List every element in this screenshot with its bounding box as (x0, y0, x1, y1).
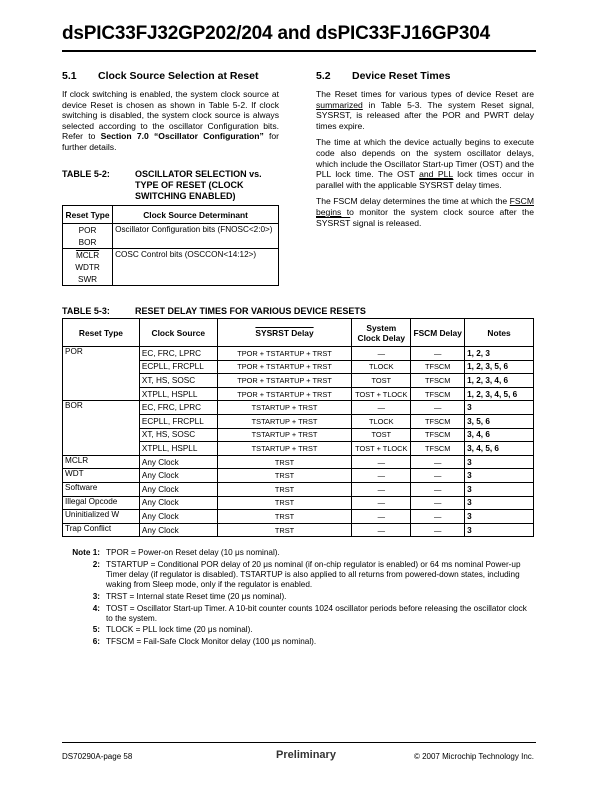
system-clock-delay-cell: — (352, 347, 411, 361)
notes-cell: 3, 4, 5, 6 (465, 442, 534, 456)
clock-determinant-cell: COSC Control bits (OSCCON<14:12>) (113, 249, 279, 286)
text-run: delay times. (453, 179, 502, 190)
system-clock-delay-cell: — (352, 510, 411, 524)
table-5-3 (62, 318, 534, 537)
note-number: 5: (92, 625, 100, 635)
clock-source-cell: Any Clock (139, 469, 217, 483)
signal-name: SYSRST (316, 217, 351, 228)
clock-source-cell: EC, FRC, LPRC (139, 347, 217, 361)
sysrst-delay-cell: TSTARTUP + TRST (217, 401, 352, 415)
reset-type: Trap Conflict (65, 523, 112, 533)
clock-source-cell: Any Clock (139, 496, 217, 510)
footer-copyright: © 2007 Microchip Technology Inc. (413, 752, 534, 761)
reset-type-cell (63, 401, 140, 455)
text-run: , is released after the POR and PWRT delay times expire. (316, 110, 534, 131)
column-header (217, 319, 352, 347)
clock-source-cell: XTPLL, HSPLL (139, 442, 217, 456)
section-number: 5.1 (62, 70, 77, 82)
fscm-delay-cell: — (411, 401, 465, 415)
reset-type: BOR (78, 237, 97, 247)
sysrst-delay-cell: TSTARTUP + TRST (217, 442, 352, 456)
sysrst-delay-cell: TSTARTUP + TRST (217, 428, 352, 442)
table-row (63, 249, 279, 262)
system-clock-delay-cell: TOST (352, 428, 411, 442)
sysrst-delay-cell: TPOR + TSTARTUP + TRST (217, 374, 352, 388)
note-number: 6: (92, 637, 100, 647)
table-5-2 (62, 205, 279, 286)
reset-type-cell (63, 273, 113, 286)
note-text: TPOR = Power-on Reset delay (10 μs nominal). (106, 548, 280, 557)
column-header: Clock Source (139, 319, 217, 347)
fscm-delay-cell: — (411, 482, 465, 496)
table-5-3-title: RESET DELAY TIMES FOR VARIOUS DEVICE RESETS (135, 306, 366, 316)
note-item (62, 637, 534, 647)
notes-cell: 3, 4, 6 (465, 428, 534, 442)
clock-source-cell: Any Clock (139, 510, 217, 524)
column-header: Notes (465, 319, 534, 347)
text-run: to monitor the system clock source after the (341, 206, 534, 217)
section-5-1-paragraph (62, 89, 279, 153)
reset-type: MCLR (75, 250, 100, 260)
note-text: TRST = Internal state Reset time (20 μs nominal). (106, 591, 287, 601)
section-5-2-paragraph-3 (316, 196, 534, 228)
fscm-delay-cell: — (411, 455, 465, 469)
signal-name: SYSRST (419, 179, 454, 190)
table-notes (62, 548, 534, 649)
fscm-delay-cell: TFSCM (411, 428, 465, 442)
table-row (63, 455, 534, 469)
reset-type-cell (63, 510, 140, 524)
note-number: 3: (92, 591, 100, 601)
reset-type-cell (63, 236, 113, 249)
table-header-row (63, 206, 279, 224)
text-run: If clock switching is enabled, the system clock source at device Reset is chosen as shown in Table 5-2. If clock switching is disabled, the system clock source is always selected according to the oscillator Configuration bits. Refer to (62, 89, 279, 142)
column-header: FSCM Delay (411, 319, 465, 347)
section-title: Clock Source Selection at Reset (98, 70, 259, 82)
notes-cell: 3, 5, 6 (465, 414, 534, 428)
notes-cell: 3 (465, 469, 534, 483)
reset-type-cell (63, 224, 113, 237)
text-run: for further details. (62, 131, 279, 152)
text-run: lock times occur in parallel with the applicable (316, 169, 535, 190)
note-text: TLOCK = PLL lock time (20 μs nominal). (106, 625, 253, 635)
note-item (62, 560, 534, 591)
clock-source-cell: Any Clock (139, 482, 217, 496)
fscm-delay-cell: TFSCM (411, 442, 465, 456)
notes-cell: 3 (465, 523, 534, 537)
note-label (62, 560, 106, 591)
reset-type-cell (63, 469, 140, 483)
header-text: SYSRST Delay (255, 327, 314, 338)
sysrst-delay-cell: TPOR + TSTARTUP + TRST (217, 360, 352, 374)
sysrst-delay-cell: TRST (217, 496, 352, 510)
note-item (62, 548, 534, 558)
reset-type-cell (63, 455, 140, 469)
system-clock-delay-cell: TOST + TLOCK (352, 387, 411, 401)
note-number: 4: (92, 603, 100, 613)
column-header: Reset Type (63, 319, 140, 347)
reset-type-cell (63, 261, 113, 273)
reset-type-cell (63, 249, 113, 262)
clock-source-cell: Any Clock (139, 455, 217, 469)
table-row (63, 496, 534, 510)
note-heading: Note (72, 548, 91, 557)
reset-type: Illegal Opcode (65, 496, 118, 506)
notes-cell: 1, 2, 3, 4, 5, 6 (465, 387, 534, 401)
clock-source-cell: ECPLL, FRCPLL (139, 414, 217, 428)
note-item (62, 604, 534, 624)
fscm-delay-cell: — (411, 496, 465, 510)
fscm-delay-cell: — (411, 523, 465, 537)
system-clock-delay-cell: — (352, 469, 411, 483)
notes-cell: 3 (465, 482, 534, 496)
reset-type: BOR (65, 401, 83, 411)
clock-source-cell: XT, HS, SOSC (139, 428, 217, 442)
reset-type: Software (65, 482, 98, 492)
notes-cell: 3 (465, 510, 534, 524)
page-title: dsPIC33FJ32GP202/204 and dsPIC33FJ16GP304 (62, 23, 490, 44)
reset-type: WDT (65, 469, 84, 479)
note-number: 1: (92, 548, 100, 557)
section-5-2-paragraph-1 (316, 89, 534, 131)
system-clock-delay-cell: TOST + TLOCK (352, 442, 411, 456)
fscm-delay-cell: TFSCM (411, 374, 465, 388)
clock-source-cell: XTPLL, HSPLL (139, 387, 217, 401)
footer-rule (62, 742, 536, 743)
clock-source-cell: ECPLL, FRCPLL (139, 360, 217, 374)
sysrst-delay-cell: TSTARTUP + TRST (217, 414, 352, 428)
text-run: The FSCM delay determines the time at which the (316, 196, 510, 207)
table-row (63, 347, 534, 361)
column-header: Clock Source Determinant (113, 206, 279, 224)
table-row (63, 482, 534, 496)
notes-cell: 3 (465, 401, 534, 415)
column-header: Reset Type (63, 206, 113, 224)
sysrst-delay-cell: TPOR + TSTARTUP + TRST (217, 347, 352, 361)
note-label (62, 592, 106, 602)
table-5-3-label: TABLE 5-3: (62, 306, 110, 316)
section-5-2-body (316, 89, 534, 228)
system-clock-delay-cell: TLOCK (352, 414, 411, 428)
table-row (63, 224, 279, 237)
system-clock-delay-cell: TLOCK (352, 360, 411, 374)
sysrst-delay-cell: TRST (217, 510, 352, 524)
text-run: in Table 5-3. The system Reset signal, (362, 99, 534, 110)
table-row (63, 523, 534, 537)
reset-type: POR (78, 225, 97, 235)
column-header: System Clock Delay (352, 319, 411, 347)
notes-cell: 1, 2, 3, 4, 6 (465, 374, 534, 388)
signal-name: SYSRST (316, 110, 350, 121)
reset-type: SWR (77, 274, 98, 284)
sysrst-delay-cell: TPOR + TSTARTUP + TRST (217, 387, 352, 401)
table-header-row (63, 319, 534, 347)
fscm-delay-cell: TFSCM (411, 387, 465, 401)
footer-status: Preliminary (276, 749, 336, 761)
system-clock-delay-cell: — (352, 482, 411, 496)
note-text: TOST = Oscillator Start-up Timer. A 10-bit counter counts 1024 oscillator periods before releasing the oscillator clock to the system. (106, 603, 527, 623)
clock-source-cell: Any Clock (139, 523, 217, 537)
system-clock-delay-cell: — (352, 401, 411, 415)
fscm-delay-cell: TFSCM (411, 360, 465, 374)
note-text: TSTARTUP = Conditional POR delay of 20 μs nominal (if on-chip regulator is enabled) or 64 ms nominal Power-up Timer delay (if regulator is disabled). TSTARTUP is also applied to all returns from powered-down states, including waking from Sleep mode, only if the regulator is enabled. (106, 559, 521, 590)
fscm-delay-cell: — (411, 469, 465, 483)
section-5-2-heading (316, 70, 450, 82)
reset-type: MCLR (65, 455, 89, 465)
sysrst-delay-cell: TRST (217, 469, 352, 483)
clock-source-cell: EC, FRC, LPRC (139, 401, 217, 415)
reset-type-cell (63, 496, 140, 510)
fscm-delay-cell: — (411, 347, 465, 361)
fscm-delay-cell: TFSCM (411, 414, 465, 428)
notes-cell: 1, 2, 3 (465, 347, 534, 361)
system-clock-delay-cell: — (352, 523, 411, 537)
section-number: 5.2 (316, 70, 331, 82)
notes-cell: 3 (465, 455, 534, 469)
table-row (63, 510, 534, 524)
fscm-delay-cell: — (411, 510, 465, 524)
sysrst-delay-cell: TRST (217, 455, 352, 469)
text-run: FSCM begins (316, 196, 534, 217)
note-label (62, 604, 106, 624)
notes-cell: 1, 2, 3, 5, 6 (465, 360, 534, 374)
section-reference: Section 7.0 “Oscillator Configuration” (100, 131, 264, 142)
reset-type-cell (63, 347, 140, 401)
notes-cell: 3 (465, 496, 534, 510)
note-label (62, 637, 106, 647)
system-clock-delay-cell: — (352, 496, 411, 510)
text-run: signal is released. (350, 217, 422, 228)
system-clock-delay-cell: TOST (352, 374, 411, 388)
sysrst-delay-cell: TRST (217, 482, 352, 496)
section-title: Device Reset Times (352, 70, 451, 82)
table-row (63, 469, 534, 483)
system-clock-delay-cell: — (352, 455, 411, 469)
text-run: The time at which the device actually begins to execute code also depends on the system oscillator delays, which include the Oscillator Start-up Timer (OST) and the PLL lock time. The OST (316, 137, 534, 180)
section-5-1-heading (62, 70, 258, 82)
header-rule (62, 50, 536, 52)
clock-determinant-cell: Oscillator Configuration bits (FNOSC<2:0>) (113, 224, 279, 249)
reset-type-cell (63, 482, 140, 496)
text-run: The Reset times for various types of device Reset are (316, 89, 534, 99)
note-label (62, 548, 106, 558)
table-5-2-label: TABLE 5-2: (62, 169, 110, 179)
reset-type: POR (65, 347, 83, 356)
text-run: summarized (316, 99, 363, 110)
table-5-2-title: OSCILLATOR SELECTION vs. TYPE OF RESET (CLOCK SWITCHING ENABLED) (135, 169, 262, 201)
note-label (62, 625, 106, 635)
section-5-2-paragraph-2 (316, 137, 534, 190)
sysrst-delay-cell: TRST (217, 523, 352, 537)
reset-type-cell (63, 523, 140, 537)
note-text: TFSCM = Fail-Safe Clock Monitor delay (100 μs nominal). (106, 637, 317, 647)
note-item (62, 592, 534, 602)
table-row (63, 401, 534, 415)
footer-page-number: DS70290A-page 58 (62, 752, 133, 761)
clock-source-cell: XT, HS, SOSC (139, 374, 217, 388)
text-run: and PLL (419, 169, 453, 180)
note-number: 2: (92, 559, 100, 569)
reset-type: WDTR (75, 262, 100, 272)
reset-type: Uninitialized W (65, 510, 120, 520)
note-item (62, 625, 534, 635)
